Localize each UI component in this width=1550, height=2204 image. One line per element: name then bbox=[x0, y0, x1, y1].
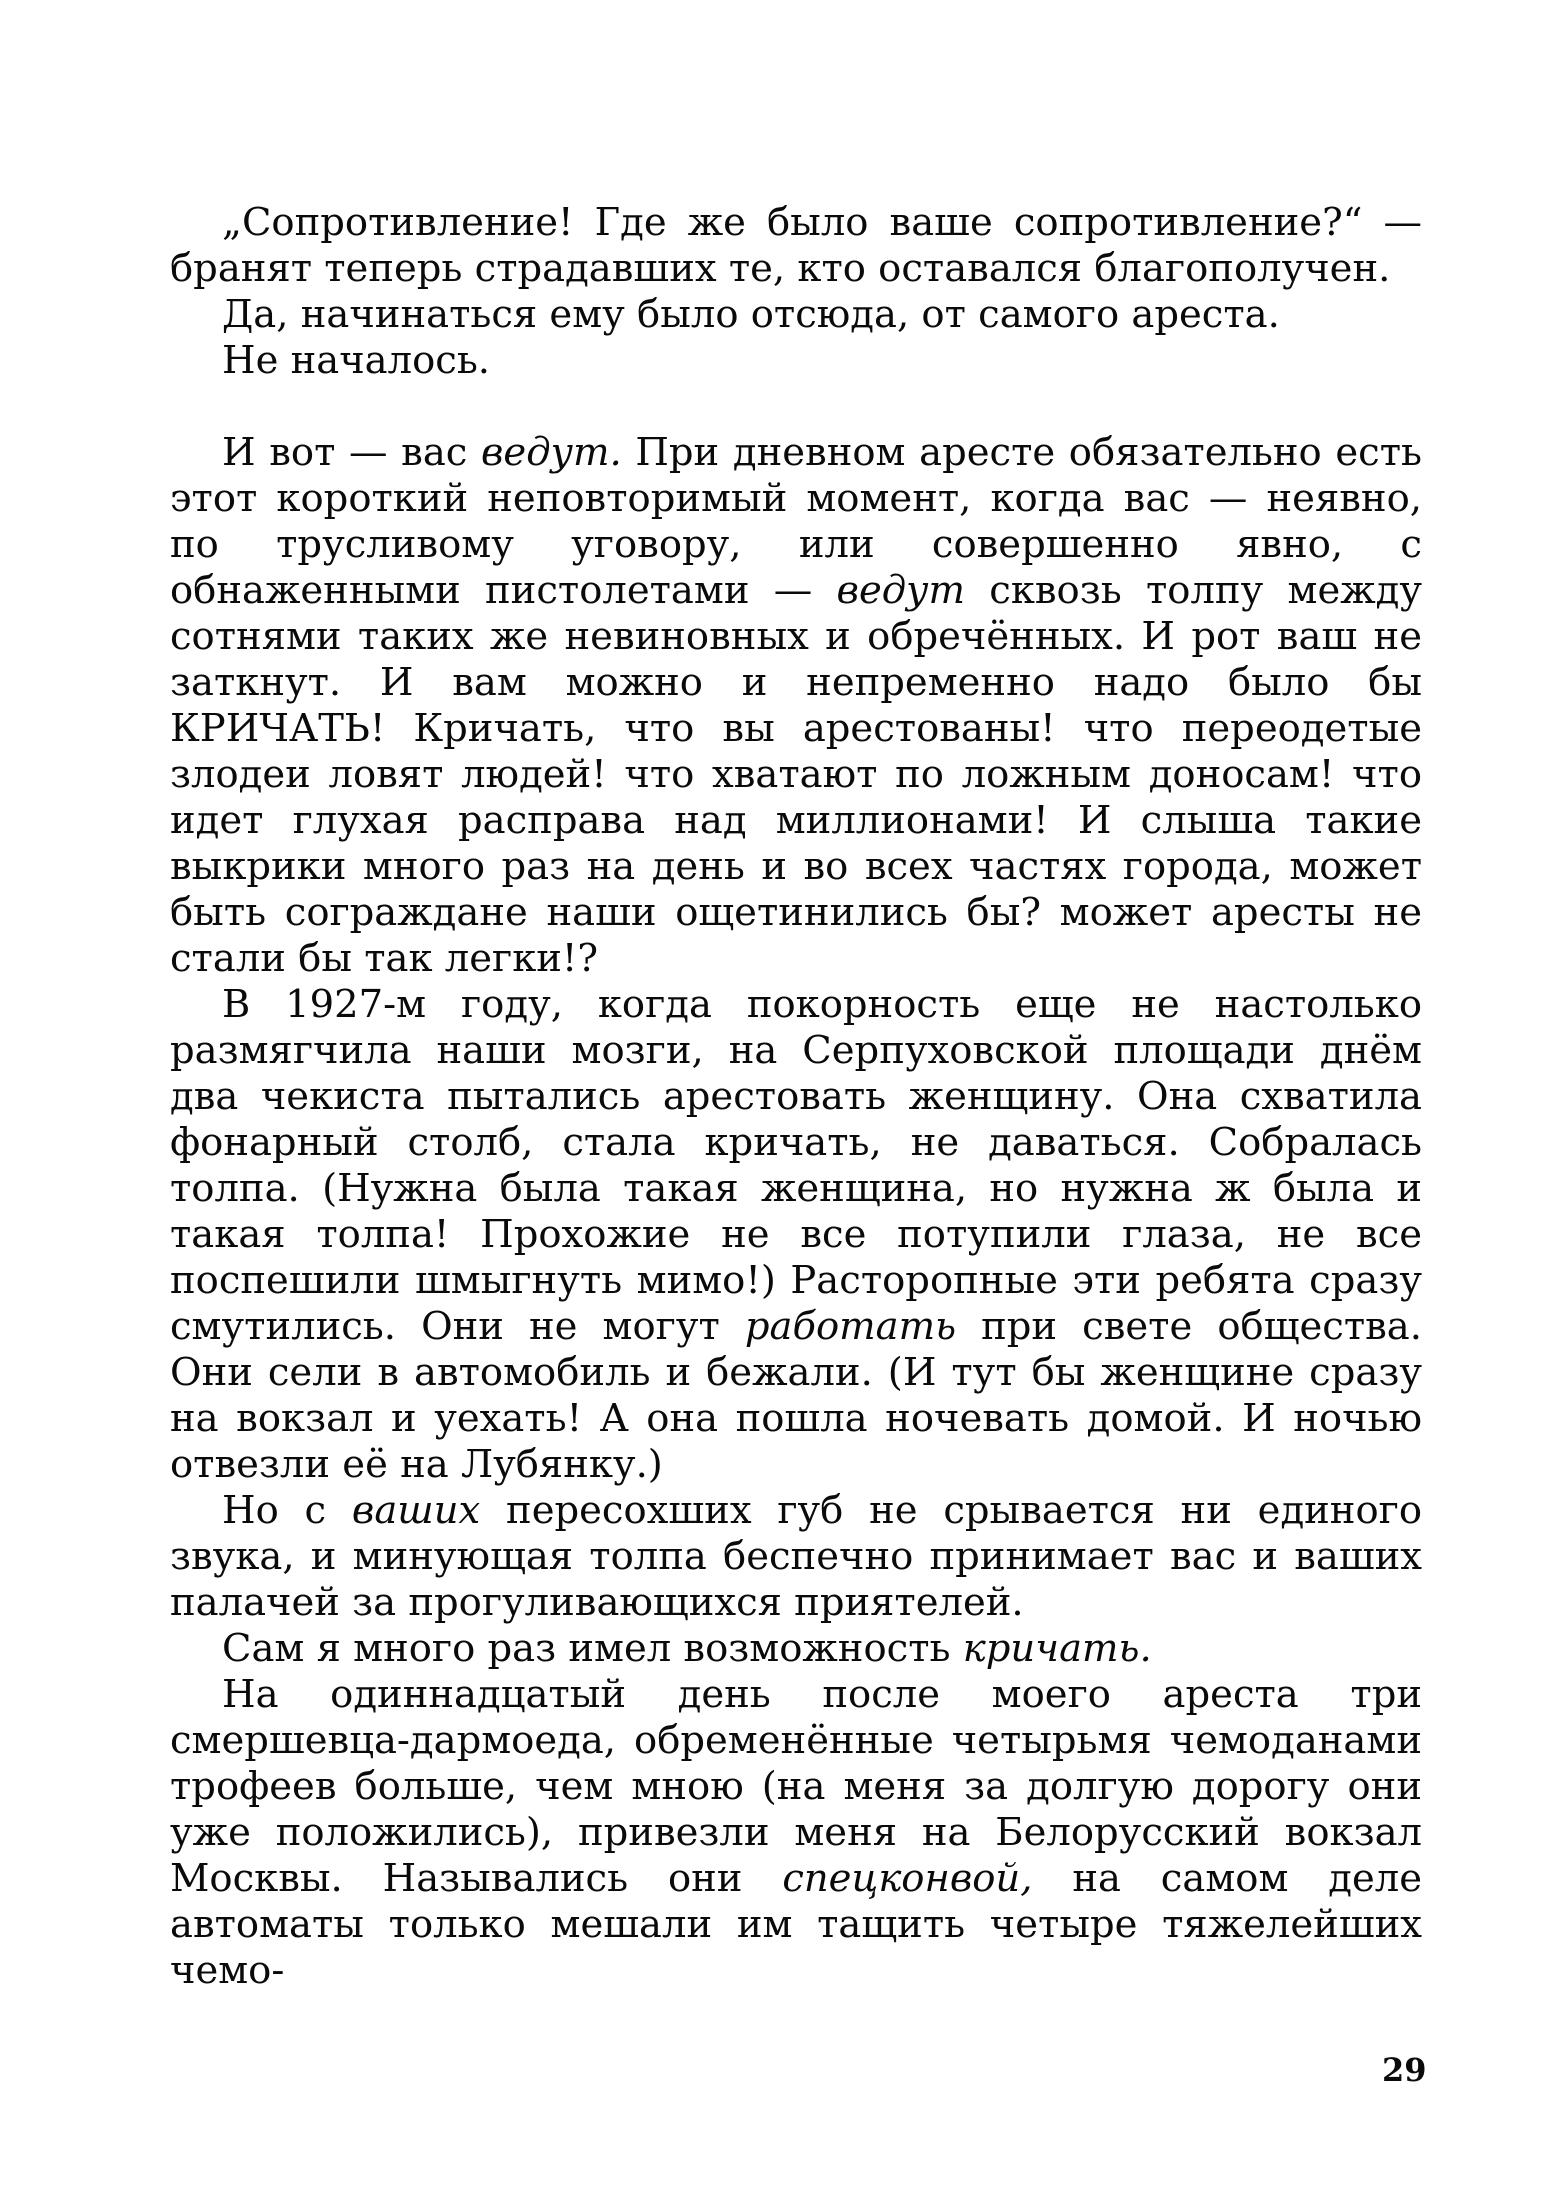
italic-emphasis: кричать. bbox=[962, 1626, 1152, 1671]
page-number: 29 bbox=[1382, 2051, 1427, 2089]
italic-emphasis: ваших bbox=[351, 1488, 481, 1533]
text-run: В 1927-м году, когда покорность еще не настолько размягчила наши мозги, на Серпуховской площади днём два чекиста пытались арестовать женщину. Она схватила фонарный столб, стала кричать, не даваться. Собралась толпа. (Нужна была такая женщина, но нужна ж была и такая толпа! Прохожие не все потупили глаза, не все поспешили шмыгнуть мимо!) Расторопные эти ребята сразу смутились. Они не могут bbox=[170, 982, 1422, 1349]
text-run: На одиннадцатый день после моего ареста три смершевца-дармоеда, обременённые четырьмя чемоданами трофеев больше, чем мною (на меня за долгую дорогу они уже положились), привезли меня на Белорусский вокзал Москвы. Назывались они bbox=[170, 1672, 1422, 1901]
paragraph bbox=[170, 1672, 1422, 1994]
paragraph bbox=[170, 1488, 1422, 1626]
italic-emphasis: спецконвой, bbox=[782, 1856, 1033, 1901]
paragraph bbox=[170, 430, 1422, 982]
italic-emphasis: ведут. bbox=[481, 430, 622, 475]
text-run: пересохших губ не срывается ни единого звука, и минующая толпа беспечно принимает вас и ваших палачей за прогуливающихся приятелей. bbox=[170, 1488, 1422, 1625]
text-run: Но с bbox=[222, 1488, 352, 1533]
paragraph bbox=[170, 200, 1422, 292]
paragraph bbox=[170, 338, 1422, 384]
italic-emphasis: ведут bbox=[836, 568, 965, 613]
text-run: Да, начинаться ему было отсюда, от самого ареста. bbox=[222, 292, 1280, 337]
paragraph bbox=[170, 292, 1422, 338]
text-run: Не началось. bbox=[222, 338, 491, 383]
text-run: при свете общества. Они сели в автомобиль и бежали. (И тут бы женщине сразу на вокзал и уехать! А она пошла ночевать домой. И ночью отвезли её на Лубянку.) bbox=[170, 1304, 1422, 1487]
text-run: сквозь толпу между сотнями таких же невиновных и обречённых. И рот ваш не заткнут. И вам можно и непременно надо было бы КРИЧАТЬ! Кричать, что вы арестованы! что переодетые злодеи ловят людей! что хватают по ложным доносам! что идет глухая расправа над миллионами! И слыша такие выкрики много раз на день и во всех частях города, может быть сограждане наши ощетинились бы? может аресты не стали бы так легки!? bbox=[170, 568, 1423, 981]
paragraph bbox=[170, 982, 1422, 1488]
body-text bbox=[170, 200, 1422, 1994]
text-run: на самом деле автоматы только мешали им тащить четыре тяжелейших чемо- bbox=[170, 1856, 1422, 1993]
text-run: При дневном аресте обязательно есть этот короткий неповторимый момент, когда вас — неявно, по трусливому уговору, или совершенно явно, с обнаженными пистолетами — bbox=[170, 430, 1422, 613]
italic-emphasis: работать bbox=[744, 1304, 957, 1349]
text-run: И вот — вас bbox=[222, 430, 482, 475]
text-run: Сам я много раз имел возможность bbox=[222, 1626, 963, 1671]
paragraph bbox=[170, 1626, 1422, 1672]
text-run: „Сопротивление! Где же было ваше сопротивление?“ — бранят теперь страдавших те, кто оставался благополучен. bbox=[170, 200, 1422, 291]
